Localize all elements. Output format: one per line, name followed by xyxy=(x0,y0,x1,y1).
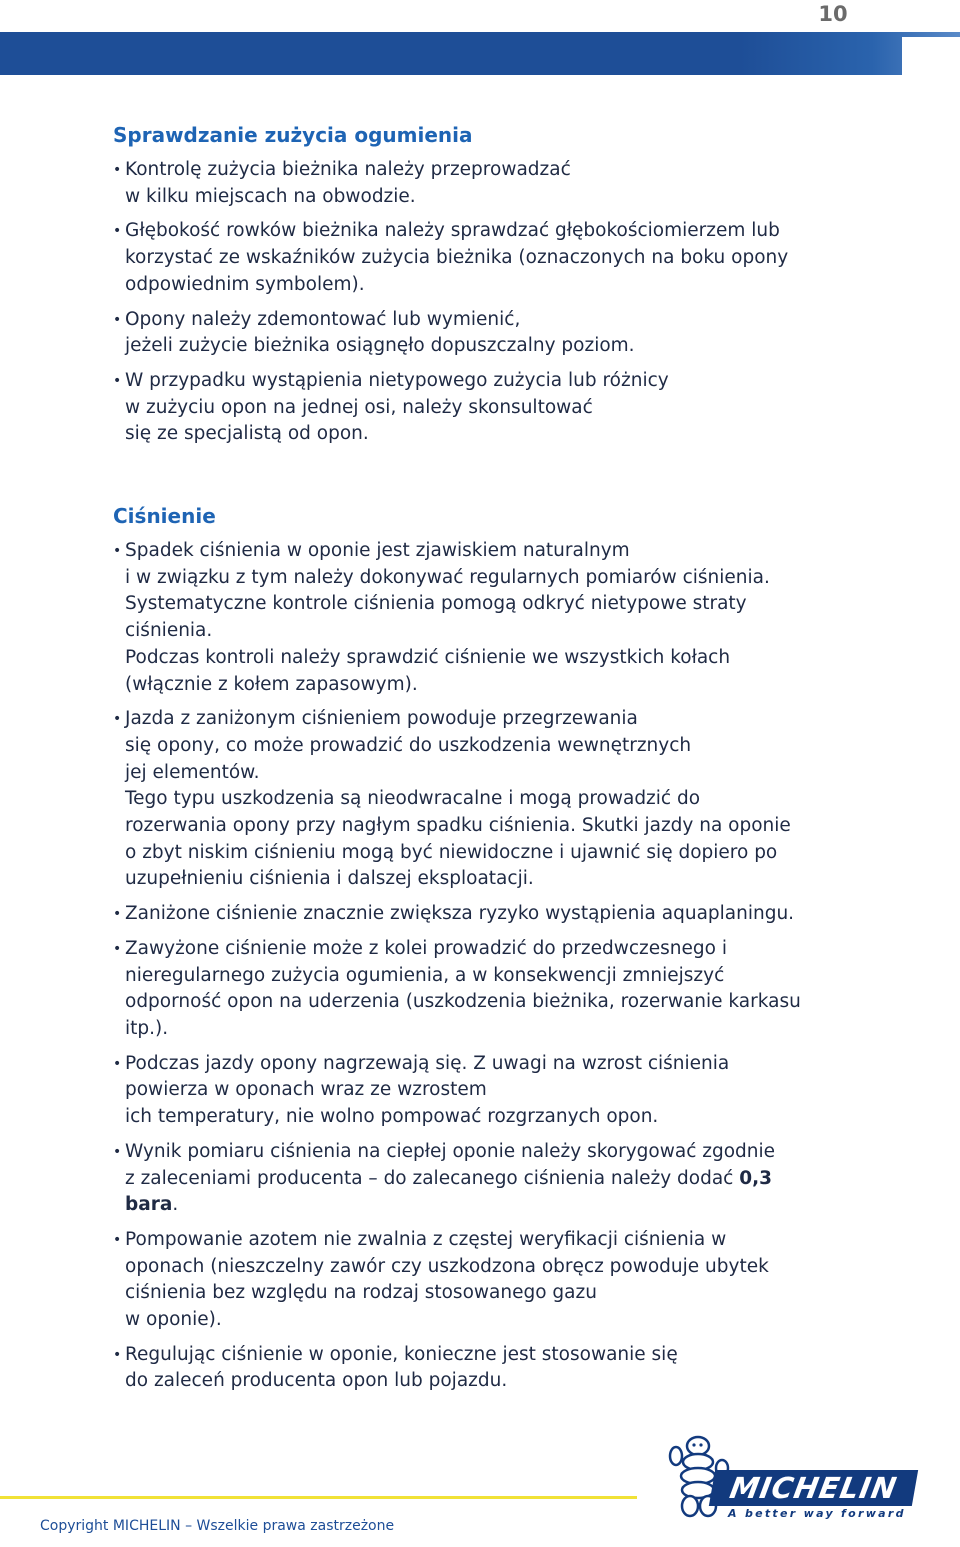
text-line: powierza w oponach wraz ze wzrostem xyxy=(125,1079,487,1101)
text-line: • Podczas jazdy opony nagrzewają się. Z uwagi na wzrost ciśnienia xyxy=(125,1052,730,1074)
text-line: • Zawyżone ciśnienie może z kolei prowadzić do przedwczesnego i xyxy=(125,937,727,959)
text-line: odpowiednim symbolem). xyxy=(125,273,365,295)
text-line: jeżeli zużycie bieżnika osiągnęło dopuszczalny poziom. xyxy=(125,335,635,357)
text-line: korzystać ze wskaźników zużycia bieżnika (oznaczonych na boku opony xyxy=(125,247,789,269)
text-line: w zużyciu opon na jednej osi, należy skonsultować xyxy=(125,396,593,418)
text-line xyxy=(125,1192,833,1219)
list-item xyxy=(113,368,833,448)
list-item xyxy=(113,307,833,360)
logo-wordmark: MICHELIN xyxy=(709,1470,918,1506)
text-line: ich temperatury, nie wolno pompować rozgrzanych opon. xyxy=(125,1106,659,1128)
logo-tagline: A better way forward xyxy=(728,1507,906,1520)
copyright-text: Copyright MICHELIN – Wszelkie prawa zastrzeżone xyxy=(40,1518,395,1534)
text-line: • Jazda z zaniżonym ciśnieniem powoduje przegrzewania xyxy=(125,708,638,730)
text-line: o zbyt niskim ciśnieniu mogą być niewidoczne i ujawnić się dopiero po xyxy=(125,841,778,863)
text-line: w oponie). xyxy=(125,1309,222,1331)
text-line: jej elementów. xyxy=(125,761,260,783)
text-line: oponach (nieszczelny zawór czy uszkodzona obręcz powoduje ubytek xyxy=(125,1255,769,1277)
text-line xyxy=(125,1166,833,1193)
text-line: nieregularnego zużycia ogumienia, a w konsekwencji zmniejszyć xyxy=(125,964,725,986)
pressure-unit: bara xyxy=(125,1194,173,1216)
text-line: Podczas kontroli należy sprawdzić ciśnienie we wszystkich kołach xyxy=(125,646,731,668)
michelin-logo xyxy=(668,1432,918,1524)
text-line: • Spadek ciśnienia w oponie jest zjawiskiem naturalnym xyxy=(125,540,630,562)
text-line: • Kontrolę zużycia bieżnika należy przeprowadzać xyxy=(125,159,571,180)
text-line: • Opony należy zdemontować lub wymienić, xyxy=(125,308,521,330)
text-line: Tego typu uszkodzenia są nieodwracalne i mogą prowadzić do xyxy=(125,788,701,810)
footer-rule xyxy=(0,1496,637,1499)
text-line: rozerwania opony przy nagłym spadku ciśnienia. Skutki jazdy na oponie xyxy=(125,815,791,837)
header-band xyxy=(0,32,960,75)
text-line: uzupełnieniu ciśnienia i dalszej eksploatacji. xyxy=(125,868,534,890)
text-line: • Wynik pomiaru ciśnienia na ciepłej oponie należy skorygować zgodnie xyxy=(125,1140,776,1162)
list-item xyxy=(113,706,833,893)
text-line: • Pompowanie azotem nie zwalnia z częstej weryfikacji ciśnienia w xyxy=(125,1228,727,1250)
list-item xyxy=(113,1139,833,1219)
text-line: i w związku z tym należy dokonywać regularnych pomiarów ciśnienia. xyxy=(125,566,770,588)
list-item xyxy=(113,1227,833,1334)
main-content xyxy=(113,122,833,1403)
text-fragment: . xyxy=(172,1194,179,1216)
text-line: odporność opon na uderzenia (uszkodzenia bieżnika, rozerwanie karkasu xyxy=(125,991,801,1013)
text-line: • W przypadku wystąpienia nietypowego zużycia lub różnicy xyxy=(125,369,669,391)
text-line: Systematyczne kontrole ciśnienia pomogą odkryć nietypowe straty xyxy=(125,593,747,615)
list-item xyxy=(113,936,833,1043)
text-line: się ze specjalistą od opon. xyxy=(125,423,369,445)
list-item xyxy=(113,538,833,698)
list-item xyxy=(113,157,833,210)
text-line: itp.). xyxy=(125,1017,169,1039)
page-number: 10 xyxy=(818,2,848,26)
text-line: ciśnienia bez względu na rodzaj stosowanego gazu xyxy=(125,1282,597,1304)
list-item xyxy=(113,901,833,928)
text-line: w kilku miejscach na obwodzie. xyxy=(125,185,416,207)
text-line: do zaleceń producenta opon lub pojazdu. xyxy=(125,1370,508,1392)
text-line: • Zaniżone ciśnienie znacznie zwiększa ryzyko wystąpienia aquaplaningu. xyxy=(125,903,795,925)
text-line: (włącznie z kołem zapasowym). xyxy=(125,673,418,695)
pressure-add-value: 0,3 xyxy=(739,1167,773,1189)
text-fragment: z zaleceniami producenta – do zalecanego ciśnienia należy dodać xyxy=(125,1167,734,1189)
section-title-pressure: Ciśnienie xyxy=(113,504,216,529)
pressure-list xyxy=(113,538,833,1395)
list-item xyxy=(113,1342,833,1395)
text-line: ciśnienia. xyxy=(125,620,213,642)
text-line: • Regulując ciśnienie w oponie, konieczne jest stosowanie się xyxy=(125,1343,678,1365)
header-band-notch xyxy=(902,37,960,75)
tread-wear-list xyxy=(113,157,833,448)
section-title-tread-wear: Sprawdzanie zużycia ogumienia xyxy=(113,123,473,147)
text-line: • Głębokość rowków bieżnika należy sprawdzać głębokościomierzem lub xyxy=(125,220,780,242)
list-item xyxy=(113,218,833,298)
list-item xyxy=(113,1051,833,1131)
text-line: się opony, co może prowadzić do uszkodzenia wewnętrznych xyxy=(125,734,692,756)
